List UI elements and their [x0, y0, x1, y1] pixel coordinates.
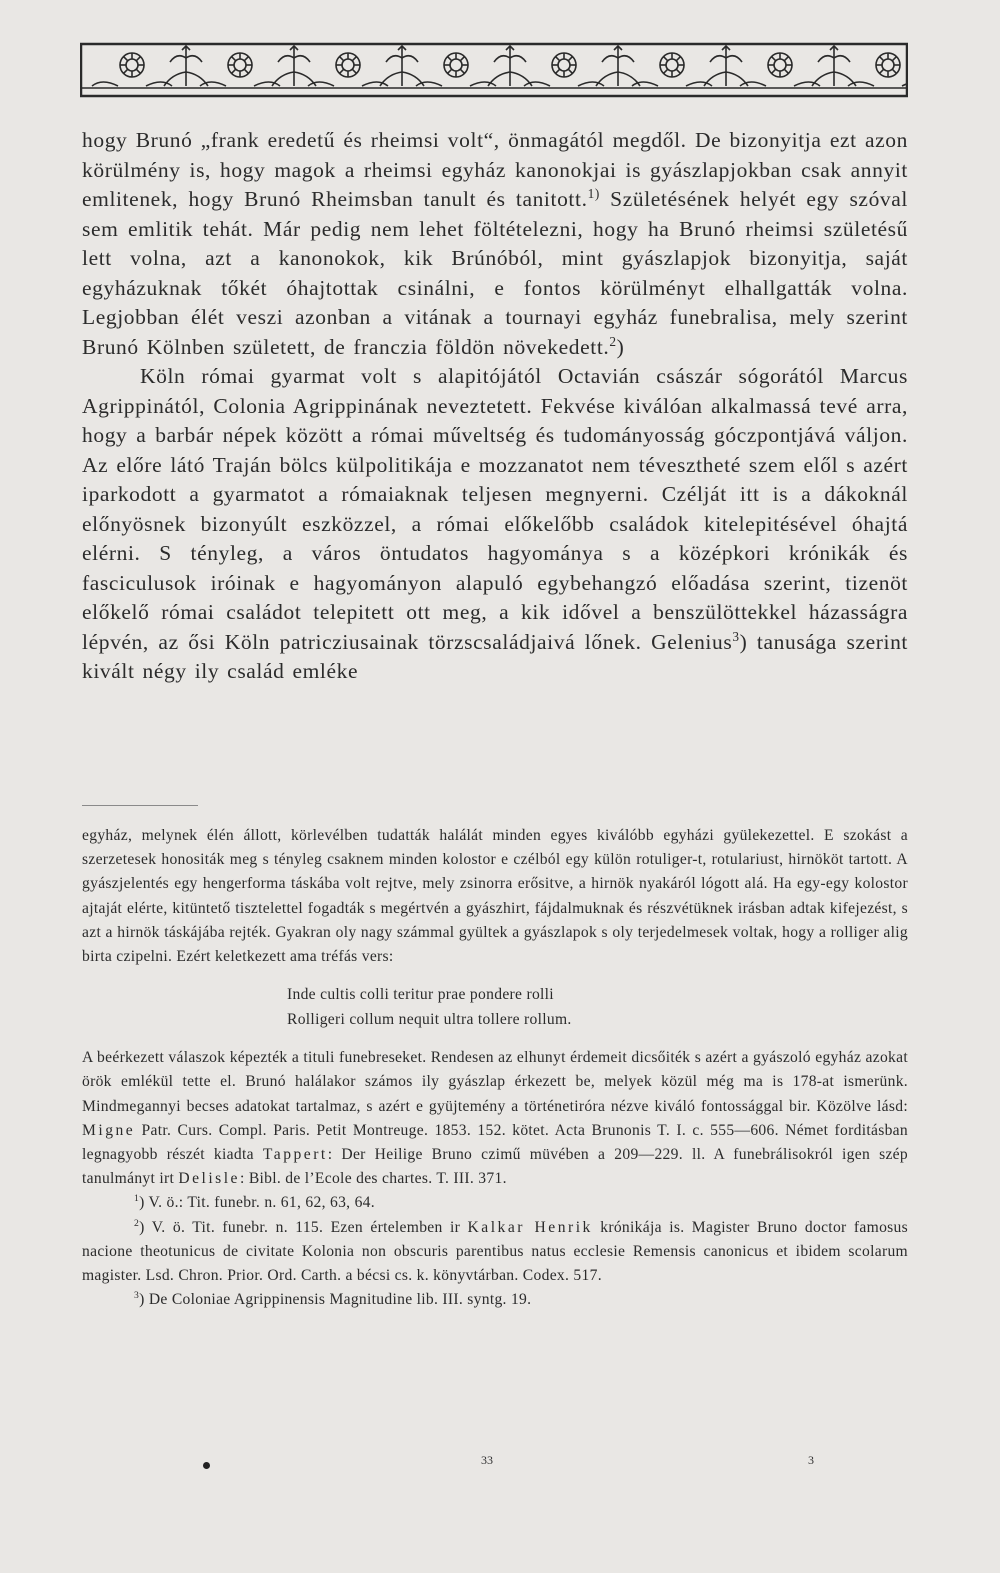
author-kalkar: Kalkar Henrik: [467, 1218, 593, 1236]
paragraph-2: Köln római gyarmat volt s alapitójától Octavián császár sógorától Marcus Agrippinától, Colonia Agrippinának neveztetett. Fekvése kiválóan alkalmassá tevé arra, hogy a barbár népek között a római műveltség és tudományosság góczpontjává váljon. Az előre látó Traján bölcs külpolitikája e mozzanatot nem tévesztheté szem elől s azért iparkodott a gyarmatot a rómaiaknak teljesen megnyerni. Czélját itt is a dákoknál előnyösnek bizonyúlt eszközzel, a római előkelőbb családok kitelepitésével óhajtá elérni. S tényleg, a város öntudatos hagyománya s a középkori krónikák és fasciculusok iróinak e hagyományon alapuló egybehangzó előadása szerint, tizenöt előkelő római családot telepitett ott meg, a kik idővel a benszülöttekkel házasságra lépvén, az ősi Köln patricziusainak törzscsaládjaivá lőnek. Gelenius$^3$) tanusága szerint kivált négy ily család emléke: [82, 364, 908, 683]
footnote-separator: [82, 805, 198, 806]
paragraph-1: hogy Brunó „frank eredetű és rheimsi volt“, önmagától megdől. De bizonyitja ezt azon körülmény is, hogy magok a rheimsi egyház kanonokjai is gyászlapjokban csak annyit emlitenek, hogy Brunó Rheimsban tanult és tanitott.$^{1)}$ Születésének helyét egy szóval sem emlitik tehát. Már pedig nem lehet föltételezni, hogy ha Brunó rheimsi születésű lett volna, azt a kanonokok, kik Brúnóból, mint gyászlapjok bizonyitja, saját egyházuknak tőkét óhajtottak csinálni, e fontos körülményt elhallgatták volna. Legjobban élét veszi azonban a vitának a tournayi egyház funebralisa, mely szerint Brunó Kölnben született, de franczia földön növekedett.$^2$): [82, 128, 908, 359]
verse-line-1: Inde cultis colli teritur prae pondere rolli: [287, 986, 554, 1004]
footnote-3: $^3$) De Coloniae Agrippinensis Magnitudine lib. III. syntg. 19.: [134, 1290, 532, 1309]
footnotes: [82, 824, 908, 1312]
author-delisle: Delisle: [178, 1170, 240, 1188]
footnote-ref-3: 3: [732, 628, 740, 644]
footnote-ref-1: 1): [587, 185, 600, 201]
latin-verse: [287, 983, 908, 1032]
printer-mark-dot: [203, 1462, 210, 1469]
footnote-ref-2: 2: [609, 333, 617, 349]
footnote-continuation: egyház, melynek élén állott, körlevélben tudatták halálát minden egyes kiválóbb egyházi gyülekezettel. E szokást a szerzetesek honositák meg s tényleg csaknem minden kolostor e czélból egy külön rotuliger-t, rotulariust, hirnököt tartott. A gyászjelentés egy hengerforma táskába volt rejtve, mely zsinorra erősitve, a hirnök nyakáról lógott alá. Ha egy-egy kolostor ajtaját elérte, kitüntető tisztelettel fogadták s megértvén a gyászhirt, fájdalmuknak és részvétüknek irásban adtak kifejezést, s azt a hirnök táskájába rejték. Gyakran oly nagy számmal gyültek a gyászlapok s oly terjedelmesek voltak, hogy a rolliger alig birta czipelni. Ezért keletkezett ama tréfás vers:: [82, 827, 908, 966]
page-number: 3: [808, 1453, 814, 1467]
main-text: [82, 126, 908, 687]
footnote-continuation-2: A beérkezett válaszok képezték a tituli funebreseket. Rendesen az elhunyt érdemeit dicsőiték s azért a gyászoló egyház azokat örök emlékül tette el. Brunó halálakor számos ily gyászlap érkezett be, melyek közül még ma is 178-at ismerünk. Mindmegannyi becses adatokat tartalmaz, s azért e gyüjtemény a történetiróra nézve kiváló fontossággal bir. Közölve lásd: Migne Patr. Curs. Compl. Paris. Petit Montreuge. 1853. 152. kötet. Acta Brunonis T. I. c. 555—606. Német forditásban legnagyobb részét kiadta Tappert: Der Heilige Bruno czimű müvében a 209—229. ll. A funebrálisokról igen szép tanulmányt irt Delisle: Bibl. de l’Ecole des chartes. T. III. 371.: [82, 1049, 908, 1188]
signature-mark: 33: [481, 1453, 493, 1467]
footnote-1: $^1$) V. ö.: Tit. funebr. n. 61, 62, 63, 64.: [134, 1193, 375, 1212]
footnote-2: $^2$) V. ö. Tit. funebr. n. 115. Ezen értelemben ir Kalkar Henrik krónikája is. Magister Bruno doctor famosus nacione theotunicus de civitate Kolonia non obscuris parentibus natus ecclesie Remensis canonicus et ibidem scolarum magister. Lsd. Chron. Prior. Ord. Carth. a bécsi cs. k. könyvtárban. Codex. 517.: [82, 1217, 908, 1285]
verse-line-2: Rolligeri collum nequit ultra tollere rollum.: [287, 1010, 572, 1028]
author-tappert: Tappert: [262, 1146, 328, 1164]
author-migne: Migne: [82, 1121, 136, 1139]
decorative-header-border: [80, 38, 908, 100]
